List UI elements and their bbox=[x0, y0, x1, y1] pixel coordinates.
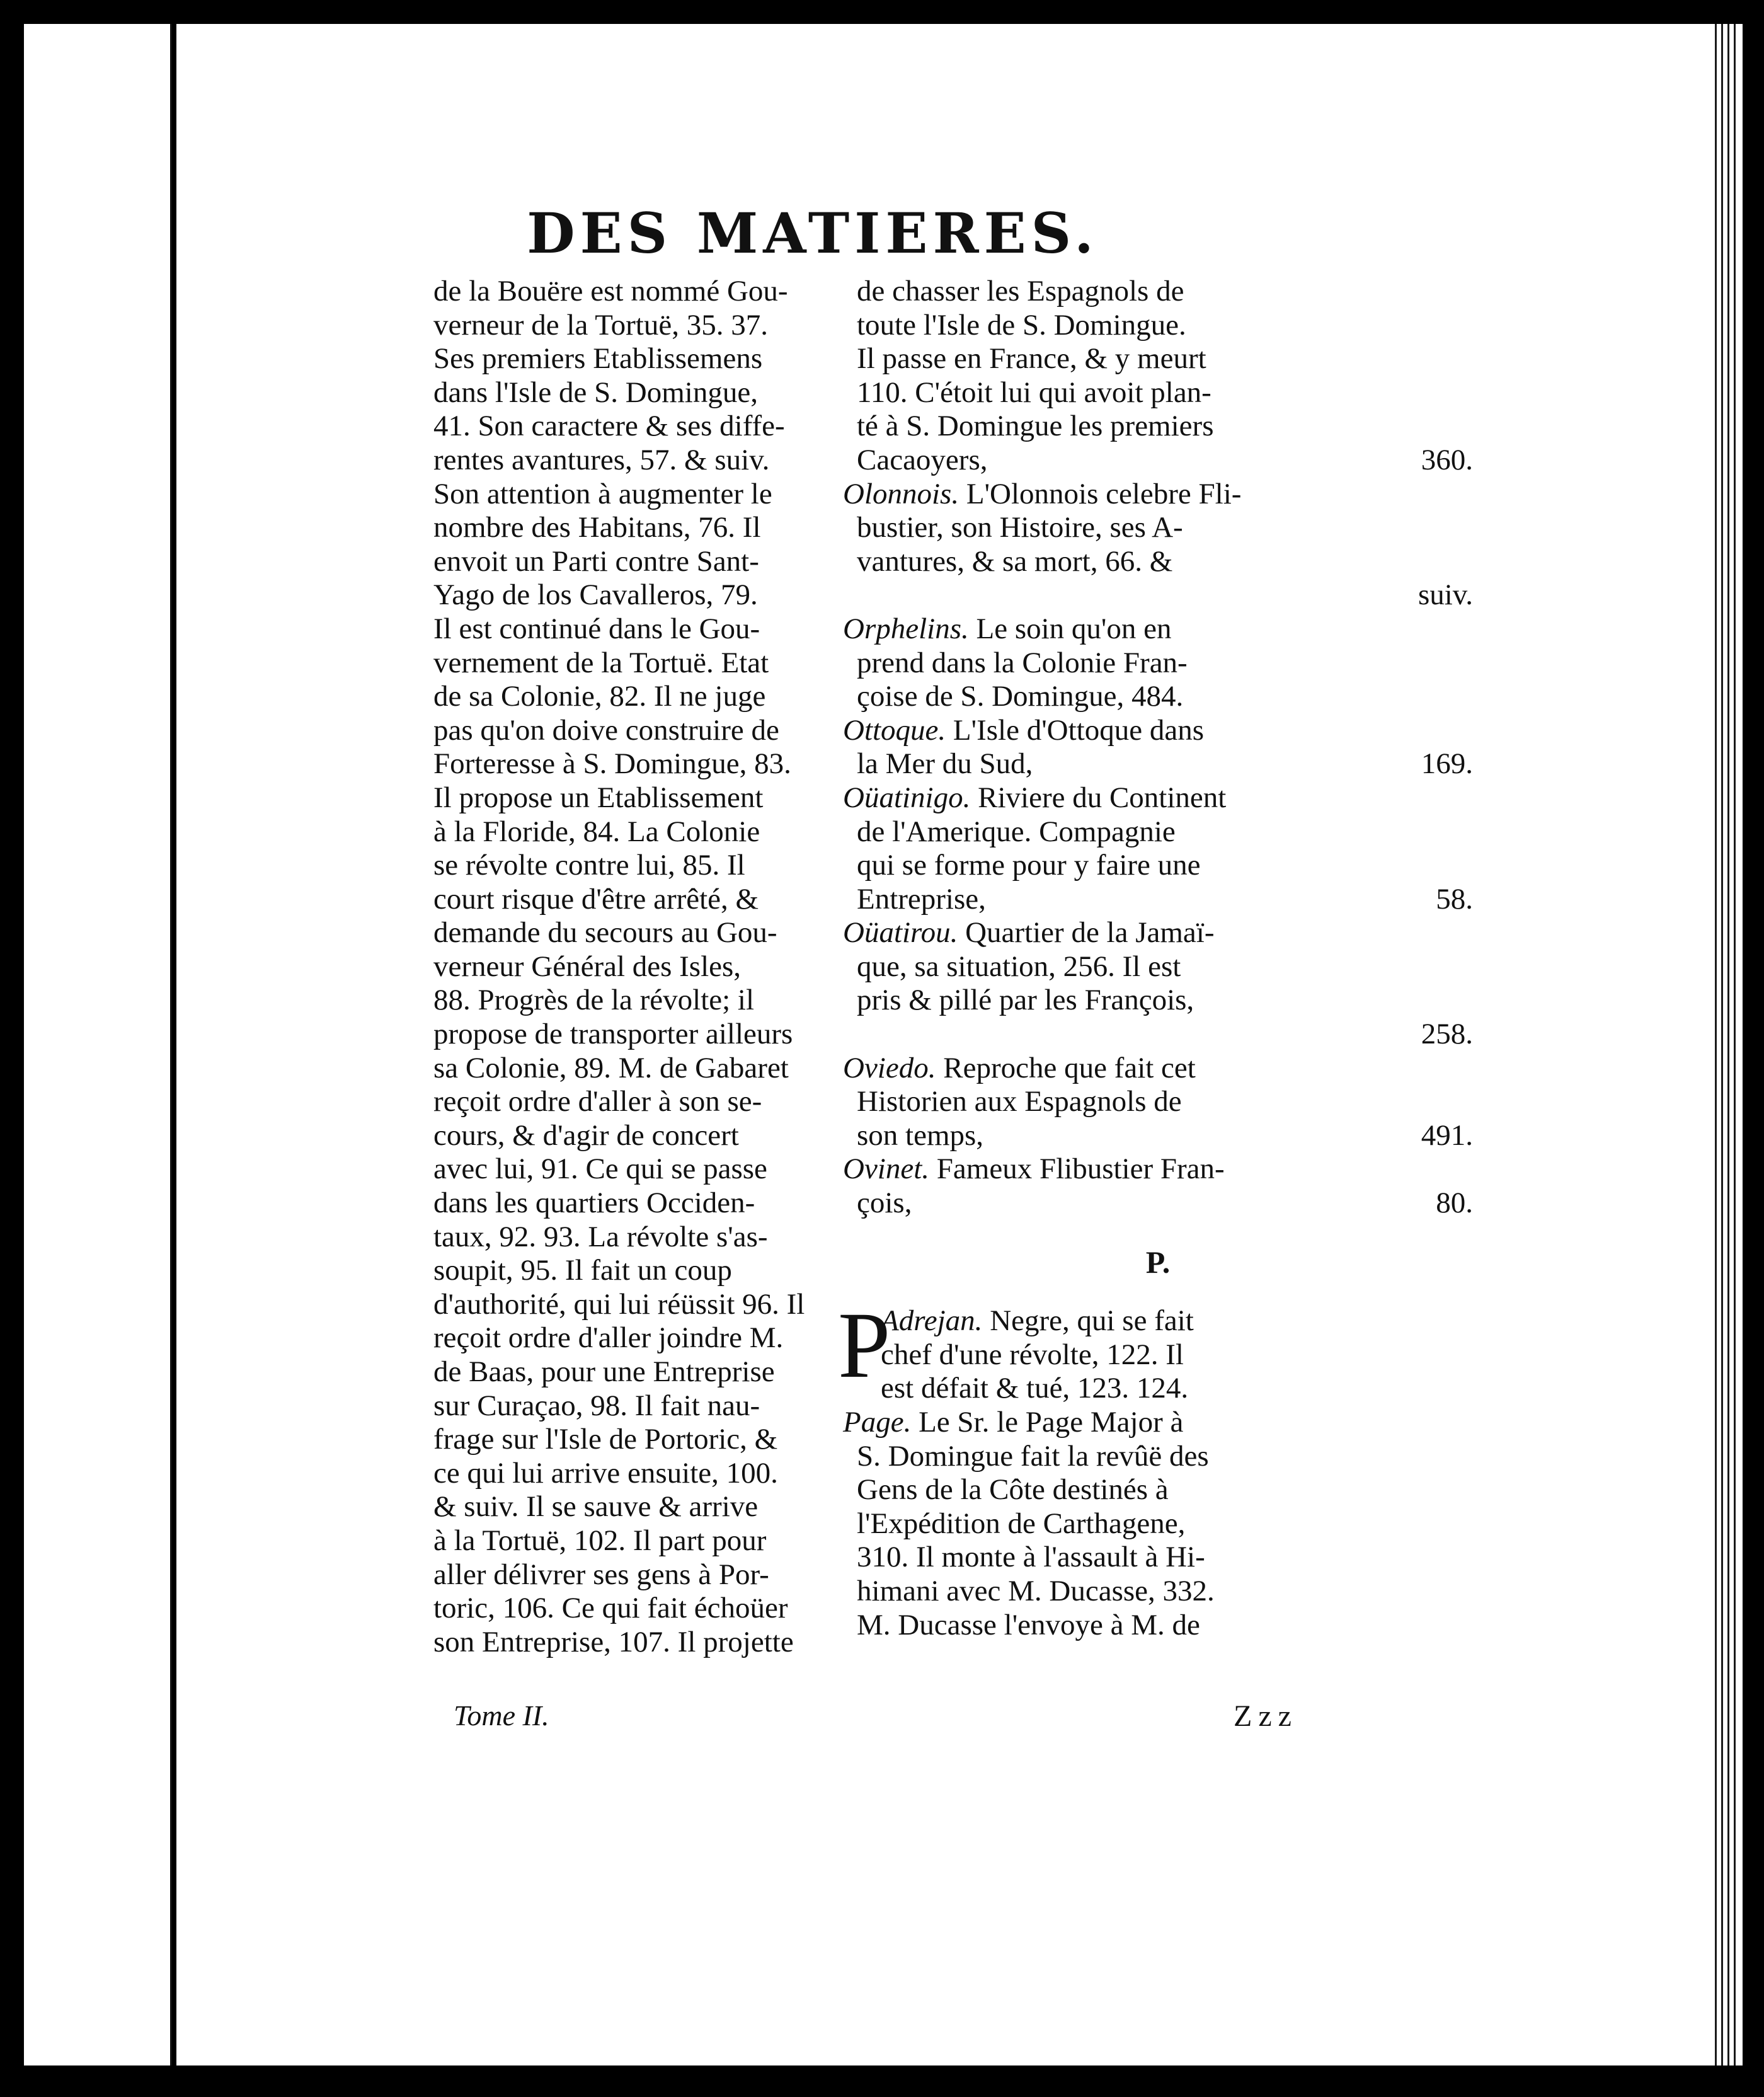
line-text: 310. Il monte à l'assault à Hi- bbox=[857, 1541, 1205, 1574]
line-left bbox=[433, 1254, 732, 1288]
page-ref: 258. bbox=[1421, 1018, 1473, 1051]
text-line bbox=[843, 1018, 1473, 1052]
line-text: prend dans la Colonie Fran- bbox=[857, 646, 1188, 679]
text-line bbox=[843, 916, 1473, 950]
line-left bbox=[881, 1338, 1184, 1372]
line-text: Yago de los Cavalleros, 79. bbox=[433, 578, 758, 612]
line-left bbox=[857, 1085, 1182, 1119]
line-text: la Mer du Sud, bbox=[857, 747, 1033, 781]
line-text: nombre des Habitans, 76. Il bbox=[433, 511, 761, 544]
line-left bbox=[433, 1490, 758, 1524]
line-left bbox=[433, 511, 761, 545]
text-line bbox=[843, 309, 1473, 343]
page-ref: 58. bbox=[1436, 882, 1473, 916]
text-line bbox=[843, 578, 1473, 612]
line-text: de sa Colonie, 82. Il ne juge bbox=[433, 680, 766, 713]
line-text: çoise de S. Domingue, 484. bbox=[857, 680, 1184, 713]
line-left bbox=[857, 1440, 1209, 1474]
line-text: est défait & tué, 123. 124. bbox=[881, 1372, 1189, 1405]
line-text: Fameux Flibustier Fran- bbox=[936, 1152, 1225, 1186]
line-text: cours, & d'agir de concert bbox=[433, 1118, 739, 1152]
line-left bbox=[433, 916, 777, 950]
line-text: verneur Général des Isles, bbox=[433, 950, 742, 983]
entry-head: Ovinet. bbox=[843, 1152, 930, 1186]
line-left bbox=[433, 1052, 789, 1086]
line-left bbox=[857, 1609, 1200, 1643]
line-left bbox=[433, 714, 779, 748]
line-left bbox=[857, 1473, 1169, 1507]
facing-page-edge bbox=[24, 24, 172, 2065]
line-text: Il est continué dans le Gou- bbox=[433, 612, 760, 645]
entry-head: Oüatinigo. bbox=[843, 781, 971, 814]
line-text: reçoit ordre d'aller à son se- bbox=[433, 1085, 762, 1118]
text-line bbox=[843, 1609, 1473, 1643]
entry-head: Oüatirou. bbox=[843, 916, 958, 950]
line-left bbox=[433, 1085, 762, 1119]
entry-head: Olonnois. bbox=[843, 477, 959, 510]
line-text: dans les quartiers Occiden- bbox=[433, 1186, 755, 1220]
line-text: Negre, qui se fait bbox=[990, 1304, 1194, 1338]
line-text: ce qui lui arrive ensuite, 100. bbox=[433, 1456, 778, 1490]
line-text: té à S. Domingue les premiers bbox=[857, 410, 1214, 443]
line-left bbox=[857, 646, 1188, 681]
line-text: Le Sr. le Page Major à bbox=[919, 1406, 1184, 1439]
text-line bbox=[843, 1119, 1473, 1153]
line-left bbox=[433, 578, 758, 612]
line-text: d'authorité, qui lui réüssit 96. Il bbox=[433, 1287, 805, 1321]
line-text: frage sur l'Isle de Portoric, & bbox=[433, 1423, 778, 1456]
text-line bbox=[843, 342, 1473, 376]
entry-head: Ottoque. bbox=[843, 713, 946, 747]
entry-head: Page. bbox=[843, 1406, 912, 1439]
index-column-right bbox=[838, 275, 1473, 1642]
line-left bbox=[433, 1152, 767, 1186]
line-text: de l'Amerique. Compagnie bbox=[857, 815, 1176, 848]
line-left bbox=[857, 1541, 1205, 1575]
line-left bbox=[433, 1018, 793, 1052]
line-left bbox=[433, 849, 745, 883]
text-line bbox=[843, 444, 1473, 478]
text-line bbox=[843, 1186, 1473, 1221]
line-text: sa Colonie, 89. M. de Gabaret bbox=[433, 1051, 789, 1084]
line-left bbox=[843, 1052, 1196, 1086]
line-text: 41. Son caractere & ses diffe- bbox=[433, 410, 785, 443]
line-text: vernement de la Tortuë. Etat bbox=[433, 646, 769, 679]
text-line bbox=[843, 275, 1473, 309]
line-left bbox=[857, 815, 1176, 849]
line-text: court risque d'être arrêté, & bbox=[433, 882, 759, 916]
line-text: S. Domingue fait la revûë des bbox=[857, 1439, 1209, 1473]
page-ref: 80. bbox=[1436, 1186, 1473, 1220]
text-line bbox=[843, 1473, 1473, 1507]
line-text: Quartier de la Jamaï- bbox=[965, 916, 1215, 950]
scan-frame bbox=[15, 15, 1749, 2079]
line-left bbox=[433, 376, 758, 410]
text-line bbox=[843, 612, 1473, 646]
line-text: aller délivrer ses gens à Por- bbox=[433, 1558, 769, 1591]
line-left bbox=[857, 376, 1211, 410]
line-text: toric, 106. Ce qui fait échoüer bbox=[433, 1592, 788, 1625]
text-line bbox=[843, 1152, 1473, 1186]
line-text: Le soin qu'on en bbox=[976, 612, 1172, 645]
line-text: Entreprise, bbox=[857, 882, 986, 916]
line-left bbox=[857, 342, 1206, 376]
line-left bbox=[843, 1152, 1225, 1186]
line-left bbox=[433, 478, 772, 512]
text-line bbox=[843, 1541, 1473, 1575]
line-left bbox=[433, 1389, 760, 1423]
text-line bbox=[843, 646, 1473, 681]
line-text: de la Bouëre est nommé Gou- bbox=[433, 275, 788, 307]
line-text: à la Floride, 84. La Colonie bbox=[433, 815, 760, 848]
text-line bbox=[843, 747, 1473, 781]
line-left bbox=[433, 444, 769, 478]
line-left bbox=[857, 1119, 983, 1153]
line-left bbox=[433, 680, 765, 714]
drop-cap-entry bbox=[838, 1293, 1473, 1406]
line-text: Gens de la Côte destinés à bbox=[857, 1473, 1169, 1507]
line-left bbox=[881, 1372, 1188, 1406]
entry-head: Oviedo. bbox=[843, 1051, 936, 1084]
line-text: Son attention à augmenter le bbox=[433, 477, 772, 510]
line-left bbox=[881, 1304, 1194, 1338]
line-left bbox=[857, 444, 987, 478]
text-line bbox=[843, 883, 1473, 917]
line-left bbox=[433, 815, 760, 849]
line-left bbox=[433, 1558, 769, 1592]
line-text: son Entreprise, 107. Il projette bbox=[433, 1625, 794, 1658]
line-left bbox=[433, 883, 759, 917]
line-text: propose de transporter ailleurs bbox=[433, 1018, 793, 1051]
line-text: pris & pillé par les François, bbox=[857, 984, 1194, 1017]
line-left bbox=[843, 1406, 1183, 1440]
text-line bbox=[843, 545, 1473, 579]
line-left bbox=[843, 714, 1204, 748]
line-text: M. Ducasse l'envoye à M. de bbox=[857, 1608, 1200, 1641]
line-left bbox=[433, 1355, 775, 1389]
line-left bbox=[843, 916, 1215, 950]
text-line bbox=[843, 714, 1473, 748]
line-text: vantures, & sa mort, 66. & bbox=[857, 544, 1173, 578]
entry-head: Orphelins. bbox=[843, 612, 969, 645]
line-text: toute l'Isle de S. Domingue. bbox=[857, 308, 1186, 342]
line-text: L'Olonnois celebre Fli- bbox=[966, 477, 1242, 510]
line-left bbox=[843, 781, 1226, 815]
line-text: sur Curaçao, 98. Il fait nau- bbox=[433, 1389, 760, 1422]
text-line bbox=[843, 1085, 1473, 1119]
line-left bbox=[857, 545, 1172, 579]
text-line bbox=[843, 849, 1473, 883]
page-ref: suiv. bbox=[1418, 578, 1473, 612]
text-line bbox=[843, 410, 1473, 444]
text-line bbox=[843, 815, 1473, 849]
line-left bbox=[857, 511, 1183, 545]
line-left bbox=[433, 1626, 794, 1660]
line-left bbox=[433, 747, 791, 781]
line-left bbox=[433, 1524, 766, 1558]
line-text: à la Tortuë, 102. Il part pour bbox=[433, 1524, 767, 1557]
line-text: se révolte contre lui, 85. Il bbox=[433, 849, 745, 882]
text-line bbox=[843, 1575, 1473, 1609]
book-page bbox=[176, 24, 1711, 2065]
line-text: que, sa situation, 256. Il est bbox=[857, 950, 1181, 983]
line-left bbox=[843, 478, 1241, 512]
page-ref: 491. bbox=[1421, 1118, 1473, 1152]
line-text: L'Isle d'Ottoque dans bbox=[953, 713, 1204, 747]
text-line bbox=[843, 1440, 1473, 1474]
page-ref: 169. bbox=[1421, 747, 1473, 781]
line-text: Il passe en France, & y meurt bbox=[857, 342, 1206, 376]
text-line bbox=[843, 376, 1473, 410]
page-header: DES MATIERES. bbox=[527, 200, 1099, 266]
line-text: Forteresse à S. Domingue, 83. bbox=[433, 747, 791, 781]
line-left bbox=[433, 275, 788, 309]
line-left bbox=[433, 545, 759, 579]
text-line bbox=[881, 1372, 1473, 1406]
text-line bbox=[843, 478, 1473, 512]
line-text: soupit, 95. Il fait un coup bbox=[433, 1254, 732, 1287]
line-left bbox=[857, 1186, 912, 1221]
section-letter: P. bbox=[1145, 1244, 1171, 1280]
line-left bbox=[857, 849, 1201, 883]
page-edge-line bbox=[1721, 24, 1723, 2065]
text-line bbox=[843, 1507, 1473, 1541]
line-text: Cacaoyers, bbox=[857, 443, 988, 476]
line-text: Reproche que fait cet bbox=[943, 1051, 1196, 1084]
line-text: de Baas, pour une Entreprise bbox=[433, 1355, 775, 1388]
entry-head: Adrejan. bbox=[881, 1304, 983, 1338]
line-text: de chasser les Espagnols de bbox=[857, 275, 1184, 307]
page-edge-line bbox=[1715, 24, 1717, 2065]
text-line bbox=[843, 984, 1473, 1018]
line-left bbox=[857, 747, 1033, 781]
line-left bbox=[433, 1288, 805, 1322]
line-left bbox=[857, 950, 1181, 984]
line-left bbox=[433, 984, 754, 1018]
line-left bbox=[857, 309, 1186, 343]
page-stack-edges bbox=[1711, 24, 1743, 2065]
line-text: Ses premiers Etablissemens bbox=[433, 342, 763, 376]
line-left bbox=[857, 1507, 1185, 1541]
line-text: Il propose un Etablissement bbox=[433, 781, 764, 814]
line-left bbox=[433, 781, 763, 815]
line-left bbox=[433, 646, 769, 681]
line-left bbox=[857, 984, 1194, 1018]
letter-heading bbox=[843, 1246, 1473, 1280]
line-left bbox=[433, 1592, 788, 1626]
text-line bbox=[843, 781, 1473, 815]
line-left bbox=[433, 342, 762, 376]
line-text: 110. C'étoit lui qui avoit plan- bbox=[857, 376, 1211, 409]
line-left bbox=[433, 1186, 755, 1221]
line-text: l'Expédition de Carthagene, bbox=[857, 1507, 1186, 1540]
line-left bbox=[433, 612, 760, 646]
signature-mark: Zzz bbox=[1234, 1699, 1298, 1733]
line-text: himani avec M. Ducasse, 332. bbox=[857, 1574, 1215, 1607]
line-text: bustier, son Histoire, ses A- bbox=[857, 511, 1183, 544]
line-text: rentes avantures, 57. & suiv. bbox=[433, 443, 770, 476]
text-line bbox=[881, 1338, 1473, 1372]
line-left bbox=[857, 883, 986, 917]
line-text: avec lui, 91. Ce qui se passe bbox=[433, 1152, 767, 1186]
volume-label: Tome II. bbox=[454, 1699, 549, 1732]
page-edge-line bbox=[1727, 24, 1729, 2065]
text-line bbox=[843, 680, 1473, 714]
line-left bbox=[433, 1321, 783, 1355]
line-left bbox=[433, 1221, 768, 1255]
line-text: envoit un Parti contre Sant- bbox=[433, 544, 759, 578]
line-left bbox=[857, 275, 1184, 309]
line-left bbox=[433, 309, 768, 343]
line-text: chef d'une révolte, 122. Il bbox=[881, 1338, 1184, 1371]
line-left bbox=[433, 1119, 739, 1153]
line-text: çois, bbox=[857, 1186, 912, 1220]
line-text: 88. Progrès de la révolte; il bbox=[433, 984, 755, 1017]
drop-cap: P bbox=[838, 1293, 891, 1398]
line-text: reçoit ordre d'aller joindre M. bbox=[433, 1321, 784, 1355]
text-line bbox=[843, 950, 1473, 984]
line-left bbox=[433, 410, 785, 444]
line-text: qui se forme pour y faire une bbox=[857, 849, 1201, 882]
line-left bbox=[433, 950, 741, 984]
line-text: verneur de la Tortuë, 35. 37. bbox=[433, 308, 768, 342]
text-line bbox=[843, 511, 1473, 545]
line-text: dans l'Isle de S. Domingue, bbox=[433, 376, 758, 409]
line-text: Historien aux Espagnols de bbox=[857, 1085, 1182, 1118]
text-line bbox=[881, 1304, 1473, 1338]
line-left bbox=[857, 680, 1183, 714]
line-left bbox=[433, 1457, 778, 1491]
page-ref: 360. bbox=[1421, 443, 1473, 476]
line-text: son temps, bbox=[857, 1118, 984, 1152]
text-line bbox=[843, 1406, 1473, 1440]
line-text: taux, 92. 93. La révolte s'as- bbox=[433, 1220, 768, 1253]
line-left bbox=[843, 612, 1172, 646]
line-text: demande du secours au Gou- bbox=[433, 916, 777, 950]
text-line bbox=[843, 1052, 1473, 1086]
line-text: pas qu'on doive construire de bbox=[433, 713, 779, 747]
line-left bbox=[857, 1575, 1215, 1609]
line-left bbox=[857, 410, 1213, 444]
page-edge-line bbox=[1734, 24, 1736, 2065]
line-left bbox=[433, 1423, 777, 1457]
line-text: & suiv. Il se sauve & arrive bbox=[433, 1490, 759, 1524]
line-text: Riviere du Continent bbox=[978, 781, 1227, 814]
